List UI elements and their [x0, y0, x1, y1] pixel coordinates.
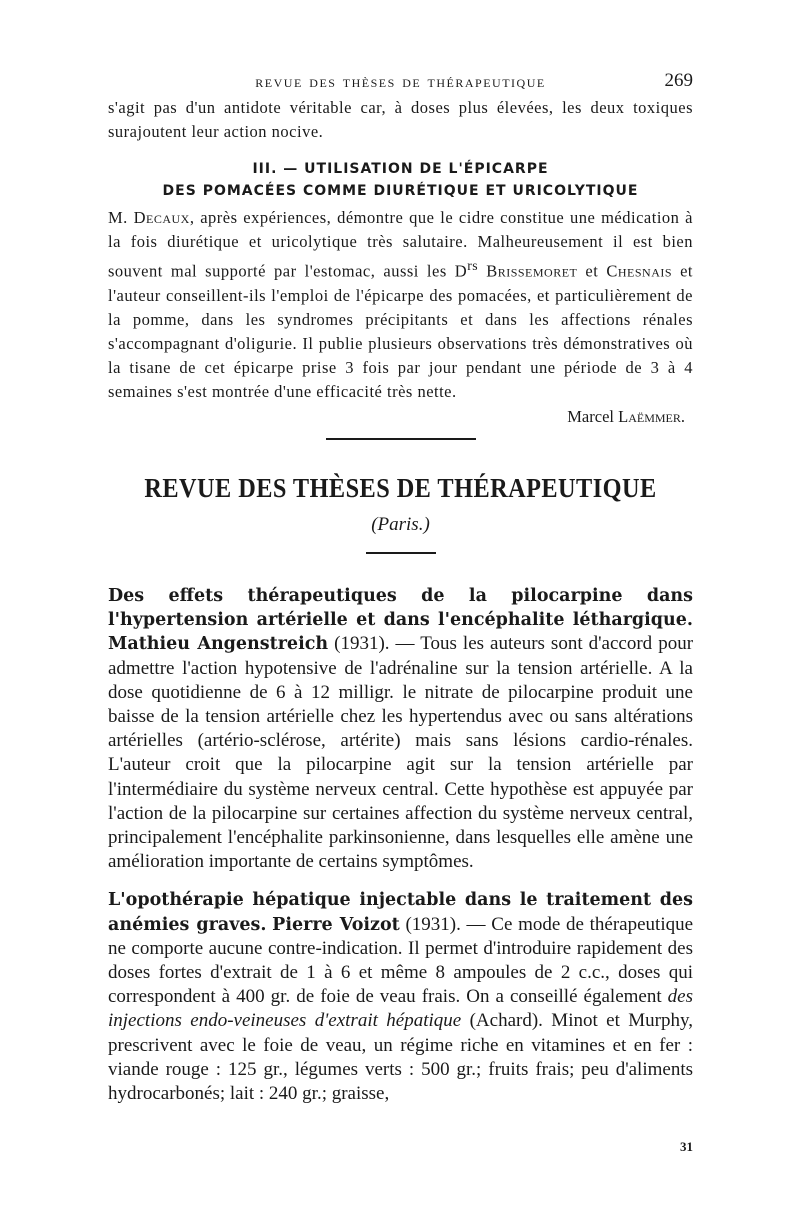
signature-last: Laëmmer: [618, 406, 681, 426]
abstract-2-text-b: (Achard). Minot et Murphy, prescrivent avec le foie de veau, un régime riche en vitamines et en fer : viande rouge : 125 gr., légumes verts : 500 gr.; fruits frais; peu d'aliments hydrocarbonés; lait : 240 gr.; graisse,: [108, 1010, 693, 1105]
section-heading-line-2: DES POMACÉES COMME DIURÉTIQUE ET URICOLYTIQUE: [162, 183, 639, 199]
author-brissemoret: Brissemoret: [486, 261, 578, 281]
abstract-2-text-a: Ce mode de thérapeutique ne comporte aucune contre-indication. Il permet d'introduire rapidement des doses fortes d'extrait de 1 à 6 et même 8 ampoules de 2 c.c., doses qui correspondent à 400 gr. de foie de veau frais. On a conseillé également: [108, 913, 694, 1008]
abstract-opotherapie: [108, 888, 693, 1106]
body-part-5: et l'auteur conseillent-ils l'emploi de l'épicarpe des pomacées, et particulièrement de la pomme, dans les syndromes précipitants et dans les affections rénales s'accompagnant d'oligurie. Il publie plusieurs observations très démonstratives où la tisane de cet épicarpe prise 3 fois par jour pendant une période de 3 à 4 semaines s'est montrée d'une efficacité très nette.: [108, 261, 693, 401]
abstract-1-text: Tous les auteurs sont d'accord pour admettre l'action hypotensive de l'adrénaline sur la tension artérielle. A la dose quotidienne de 6 à 12 milligr. le nitrate de pilocarpine produit une baisse de la tension artérielle chez les hypertendus avec ou sans altérations artérielles (artério-sclérose, artérite) mais sans lésions cardio-rénales. L'auteur croit que la pilocarpine agit sur la tension artérielle par l'intermédiaire du système nerveux central. Cette hypothèse est appuyée par l'action de la pilocarpine sur certaines affection du système nerveux central, principalement l'encéphalite parkinsonienne, dans lesquelles elle amène une amélioration importante de certains symptômes.: [108, 633, 694, 873]
signature-first: Marcel: [567, 406, 619, 426]
running-header: [108, 72, 693, 96]
signature: [108, 406, 693, 428]
author-decaux: Decaux: [133, 208, 190, 227]
abstract-1-author: Mathieu Angenstreich: [108, 634, 329, 655]
author-chesnais: Chesnais: [606, 261, 673, 281]
abstract-1-title: Des effets thérapeutiques de la pilocarpine dans l'hypertension artérielle et dans l'encéphalite léthargique.: [108, 586, 693, 631]
abstract-2-year: (1931). —: [399, 913, 492, 935]
section-heading-line-1: III. — UTILISATION DE L'ÉPICARPE: [252, 161, 549, 177]
abstract-2-italic: des injections endo-veineuses d'extrait hépatique: [108, 986, 693, 1032]
signature-mark: 31: [680, 1139, 693, 1154]
body-part-4: et: [577, 261, 607, 281]
section-divider: [326, 438, 476, 441]
body-part-3: [478, 262, 486, 281]
review-title: REVUE DES THÈSES DE THÉRAPEUTIQUE: [144, 473, 657, 503]
continuation-paragraph: s'agit pas d'un antidote véritable car, à doses plus élevées, les deux toxiques surajoutent leur action nocive.: [108, 98, 693, 141]
title-rule: [366, 552, 436, 554]
body-part-1: M.: [108, 208, 134, 227]
running-header-title: REVUE DES THÈSES DE THÉRAPEUTIQUE: [255, 76, 546, 90]
abstract-1-year: (1931). —: [328, 633, 421, 655]
abstract-2-author: Pierre Voizot: [272, 914, 400, 935]
abstract-pilocarpine: [108, 584, 693, 874]
drs-superscript: rs: [467, 258, 479, 273]
signature-end: .: [680, 406, 685, 426]
body-part-2: , après expériences, démontre que le cidre constitue une médication à la fois diurétique et uricolytique très salutaire. Malheureusement il est bien souvent mal supporté par l'estomac, aussi les D: [108, 208, 693, 281]
section-heading: [108, 158, 693, 202]
book-page: [108, 70, 694, 1154]
page-number: 269: [664, 70, 693, 91]
abstract-2-title: L'opothérapie hépatique injectable dans le traitement des anémies graves.: [108, 890, 693, 935]
review-subtitle: (Paris.): [371, 514, 430, 535]
section-body: [108, 206, 693, 404]
